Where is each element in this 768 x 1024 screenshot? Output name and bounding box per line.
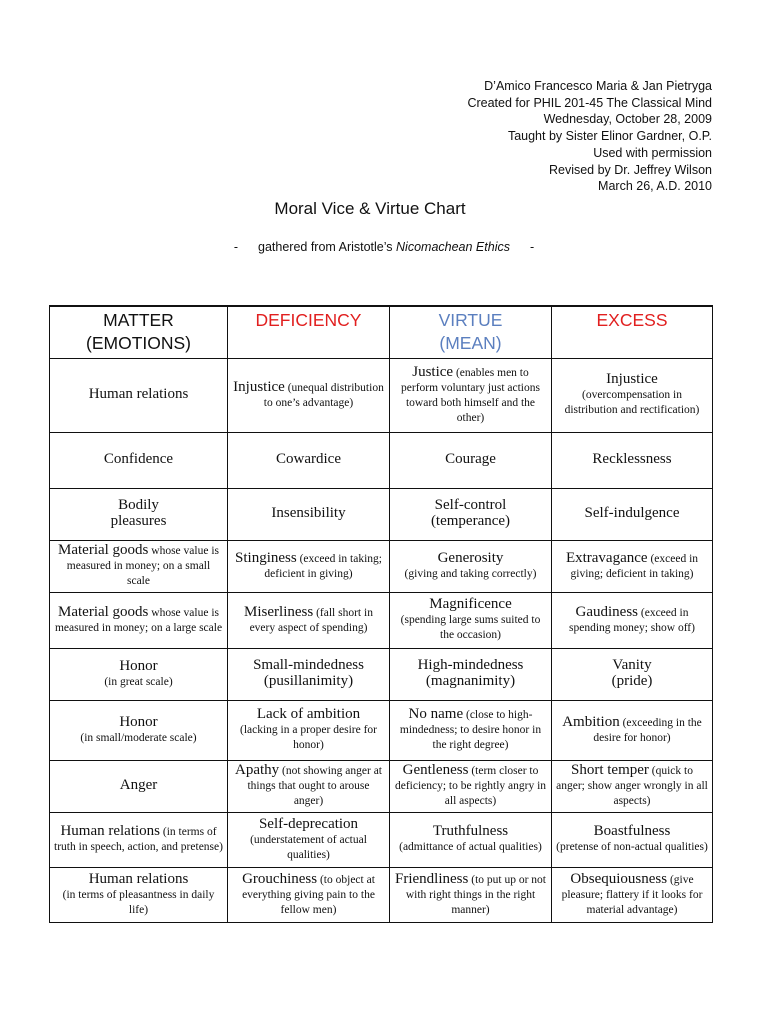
credit-date: Wednesday, October 28, 2009 <box>543 112 712 127</box>
matter-main: Anger <box>119 777 158 793</box>
excess-cell <box>552 432 713 488</box>
table-row <box>50 540 713 592</box>
virtue-main-2: (temperance) <box>430 513 511 529</box>
credit-permission: Used with permission <box>593 145 712 160</box>
matter-cell <box>50 867 228 922</box>
table-row <box>50 592 713 648</box>
matter-cell <box>50 592 228 648</box>
virtue-main: High-mindedness <box>417 657 524 673</box>
excess-main: Injustice <box>606 371 658 387</box>
credit-teacher: Taught by Sister Elinor Gardner, O.P. <box>507 129 712 144</box>
credit-course: Created for PHIL 201-45 The Classical Mind <box>467 95 712 110</box>
matter-cell <box>50 760 228 812</box>
excess-main: Short temper <box>571 762 649 778</box>
credits-block <box>467 78 712 195</box>
virtue-main: Justice <box>412 363 454 380</box>
virtue-main: Truthfulness <box>432 823 509 839</box>
virtue-cell <box>390 358 552 432</box>
deficiency-cell <box>228 488 390 540</box>
header-virtue <box>390 306 552 358</box>
header-virtue-l2: (MEAN) <box>439 333 502 353</box>
excess-main: Self-indulgence <box>584 505 680 521</box>
deficiency-cell <box>228 867 390 922</box>
header-excess: EXCESS <box>552 306 713 358</box>
matter-main: Material goods <box>58 603 149 620</box>
virtue-cell <box>390 432 552 488</box>
deficiency-cell <box>228 540 390 592</box>
virtue-main: Friendliness <box>395 870 469 887</box>
virtue-cell <box>390 760 552 812</box>
virtue-cell <box>390 592 552 648</box>
deficiency-main: Grouchiness <box>242 870 318 887</box>
deficiency-note: (fall short in every aspect of spending) <box>249 606 373 634</box>
excess-note: (exceed in spending money; show off) <box>569 606 695 634</box>
subtitle-prefix: gathered from Aristotle’s <box>258 240 397 254</box>
deficiency-main: Stinginess <box>235 549 297 566</box>
excess-cell <box>552 700 713 760</box>
deficiency-note: (unequal distribution to one’s advantage) <box>263 381 384 409</box>
matter-note: whose value is measured in money; on a large scale <box>54 606 223 634</box>
matter-main: Bodily <box>118 497 159 513</box>
virtue-note: (term closer to deficiency; to be rightly angry in all aspects) <box>394 765 547 807</box>
table-row <box>50 358 713 432</box>
excess-main: Recklessness <box>592 451 672 467</box>
matter-cell <box>50 358 228 432</box>
virtue-note: (to put up or not with right things in the right manner) <box>405 873 546 916</box>
deficiency-note: (understatement of actual qualities) <box>250 833 367 861</box>
excess-cell <box>552 867 713 922</box>
excess-cell <box>552 812 713 867</box>
header-matter-l2: (EMOTIONS) <box>86 333 191 353</box>
table-header-row <box>50 306 713 358</box>
deficiency-note: (not showing anger at things that ought to arouse anger) <box>247 765 382 807</box>
virtue-note: (admittance of actual qualities) <box>399 841 542 853</box>
deficiency-cell <box>228 700 390 760</box>
table-row <box>50 648 713 700</box>
virtue-note: (close to high-mindedness; to desire honor in the right degree) <box>399 709 542 751</box>
header-virtue-l1: VIRTUE <box>438 310 503 330</box>
header-deficiency: DEFICIENCY <box>228 306 390 358</box>
excess-main-2: (pride) <box>611 673 653 689</box>
virtue-main: Generosity <box>437 549 504 566</box>
vice-virtue-table <box>49 305 713 923</box>
deficiency-main-2: (pusillanimity) <box>263 673 354 689</box>
table-row <box>50 700 713 760</box>
subtitle-dash-right: - <box>529 240 535 254</box>
deficiency-main: Injustice <box>233 378 285 395</box>
matter-note: (in small/moderate scale) <box>80 731 197 744</box>
credit-reviser: Revised by Dr. Jeffrey Wilson <box>548 162 712 177</box>
virtue-cell <box>390 488 552 540</box>
subtitle-work: Nicomachean Ethics <box>396 240 510 254</box>
table-row <box>50 867 713 922</box>
deficiency-cell <box>228 432 390 488</box>
table-row <box>50 812 713 867</box>
virtue-main: Self-control <box>434 497 507 513</box>
deficiency-main: Small-mindedness <box>253 657 364 673</box>
excess-note: (exceed in giving; deficient in taking) <box>570 552 699 580</box>
excess-main: Boastfulness <box>593 823 671 839</box>
credit-revision-date: March 26, A.D. 2010 <box>598 179 712 194</box>
excess-cell <box>552 648 713 700</box>
deficiency-main: Apathy <box>234 762 280 778</box>
excess-cell <box>552 540 713 592</box>
deficiency-main: Self-deprecation <box>258 815 359 832</box>
virtue-note: (spending large sums suited to the occasion) <box>400 614 541 641</box>
excess-main: Ambition <box>562 713 620 730</box>
header-matter-l1: MATTER <box>103 310 174 330</box>
virtue-main: Gentleness <box>402 762 469 778</box>
matter-cell <box>50 540 228 592</box>
excess-main: Gaudiness <box>575 603 639 620</box>
excess-cell <box>552 358 713 432</box>
matter-cell <box>50 648 228 700</box>
matter-main: Honor <box>119 657 158 674</box>
matter-main: Human relations <box>60 823 161 839</box>
table-row <box>50 432 713 488</box>
matter-note: (in great scale) <box>104 675 173 688</box>
subtitle <box>0 240 768 254</box>
matter-note: (in terms of pleasantness in daily life) <box>62 888 215 916</box>
matter-main: Material goods <box>58 542 149 558</box>
virtue-main: Magnificence <box>429 596 512 612</box>
excess-note: (overcompensation in distribution and rectification) <box>564 389 700 416</box>
excess-main: Vanity <box>612 657 652 673</box>
deficiency-cell <box>228 592 390 648</box>
deficiency-cell <box>228 648 390 700</box>
virtue-main-2: (magnanimity) <box>425 673 516 689</box>
matter-main-2: pleasures <box>110 513 167 529</box>
deficiency-main: Lack of ambition <box>256 706 361 722</box>
deficiency-cell <box>228 760 390 812</box>
matter-cell <box>50 488 228 540</box>
table-row <box>50 488 713 540</box>
virtue-cell <box>390 812 552 867</box>
matter-main: Confidence <box>103 451 174 467</box>
table-row <box>50 760 713 812</box>
deficiency-note: (to object at everything giving pain to the fellow men) <box>242 873 375 916</box>
matter-main: Honor <box>119 713 158 730</box>
matter-main: Human relations <box>88 870 189 887</box>
excess-main: Obsequiousness <box>570 870 668 887</box>
deficiency-note: (lacking in a proper desire for honor) <box>240 724 377 751</box>
virtue-note: (giving and taking correctly) <box>404 567 537 580</box>
matter-main: Human relations <box>88 386 189 402</box>
matter-cell <box>50 432 228 488</box>
header-matter <box>50 306 228 358</box>
matter-cell <box>50 700 228 760</box>
virtue-cell <box>390 540 552 592</box>
deficiency-cell <box>228 358 390 432</box>
subtitle-dash-left: - <box>233 240 238 254</box>
virtue-cell <box>390 700 552 760</box>
deficiency-main: Cowardice <box>276 451 341 467</box>
matter-note: (in terms of truth in speech, action, and pretense) <box>54 826 223 853</box>
deficiency-cell <box>228 812 390 867</box>
matter-cell <box>50 812 228 867</box>
virtue-cell <box>390 867 552 922</box>
excess-cell <box>552 592 713 648</box>
virtue-cell <box>390 648 552 700</box>
excess-note: (pretense of non-actual qualities) <box>556 841 708 853</box>
virtue-main: No name <box>408 706 464 722</box>
matter-note: whose value is measured in money; on a small scale <box>66 545 219 587</box>
virtue-note: (enables men to perform voluntary just actions toward both himself and the other) <box>401 366 540 424</box>
excess-main: Extravagance <box>565 549 648 566</box>
deficiency-note: (exceed in taking; deficient in giving) <box>264 552 382 580</box>
excess-cell <box>552 488 713 540</box>
virtue-main: Courage <box>445 451 496 467</box>
deficiency-main: Insensibility <box>271 505 346 521</box>
page-title: Moral Vice & Virtue Chart <box>274 199 466 218</box>
excess-note: (give pleasure; flattery if it looks for material advantage) <box>561 873 703 916</box>
credit-authors: D’Amico Francesco Maria & Jan Pietryga <box>484 79 712 93</box>
excess-note: (quick to anger; show anger wrongly in all aspects) <box>556 765 708 807</box>
excess-note: (exceeding in the desire for honor) <box>593 716 702 744</box>
deficiency-main: Miserliness <box>244 603 314 620</box>
excess-cell <box>552 760 713 812</box>
